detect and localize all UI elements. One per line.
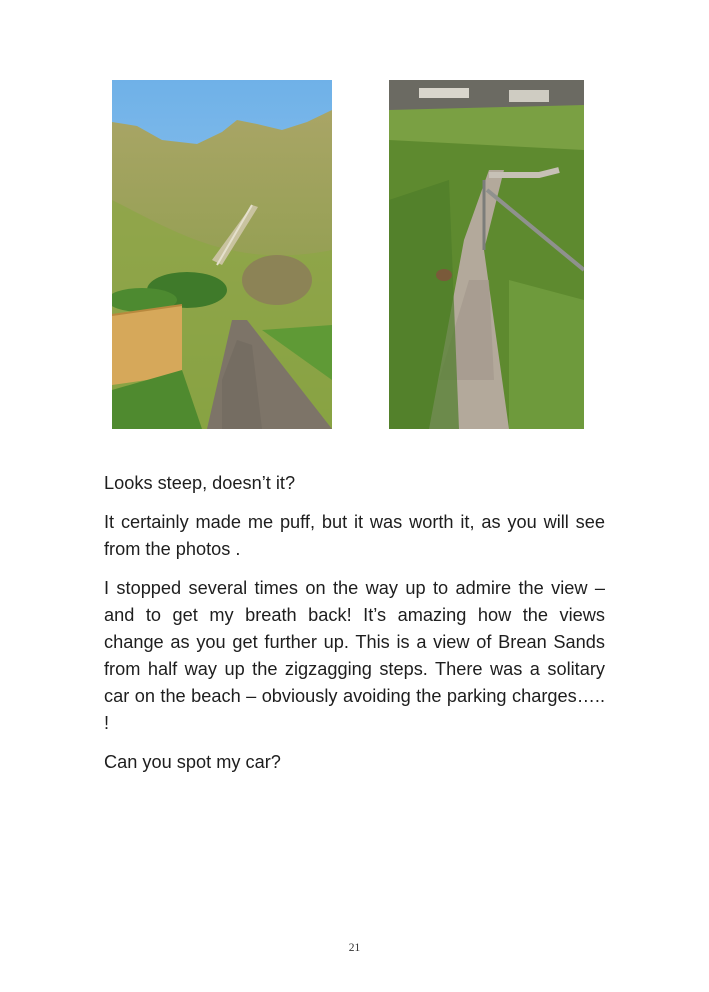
body-text bbox=[104, 470, 605, 788]
page-number: 21 bbox=[348, 942, 361, 954]
paragraph: Can you spot my car? bbox=[104, 752, 281, 772]
paragraph: Looks steep, doesn’t it? bbox=[104, 473, 296, 493]
paragraph: It certainly made me puff, but it was worth it, as you will see from the photos . bbox=[104, 512, 605, 559]
paragraph: I stopped several times on the way up to admire the view – and to get my breath back! It’s amazing how the views change as you get further up. This is a view of Brean Sands from half way up the zigzagging steps. There was a solitary car on the beach – obviously avoiding the parking charges….. ! bbox=[104, 578, 605, 733]
photo-hillside-steps bbox=[112, 80, 332, 429]
photo-gravel-steps bbox=[389, 80, 584, 429]
